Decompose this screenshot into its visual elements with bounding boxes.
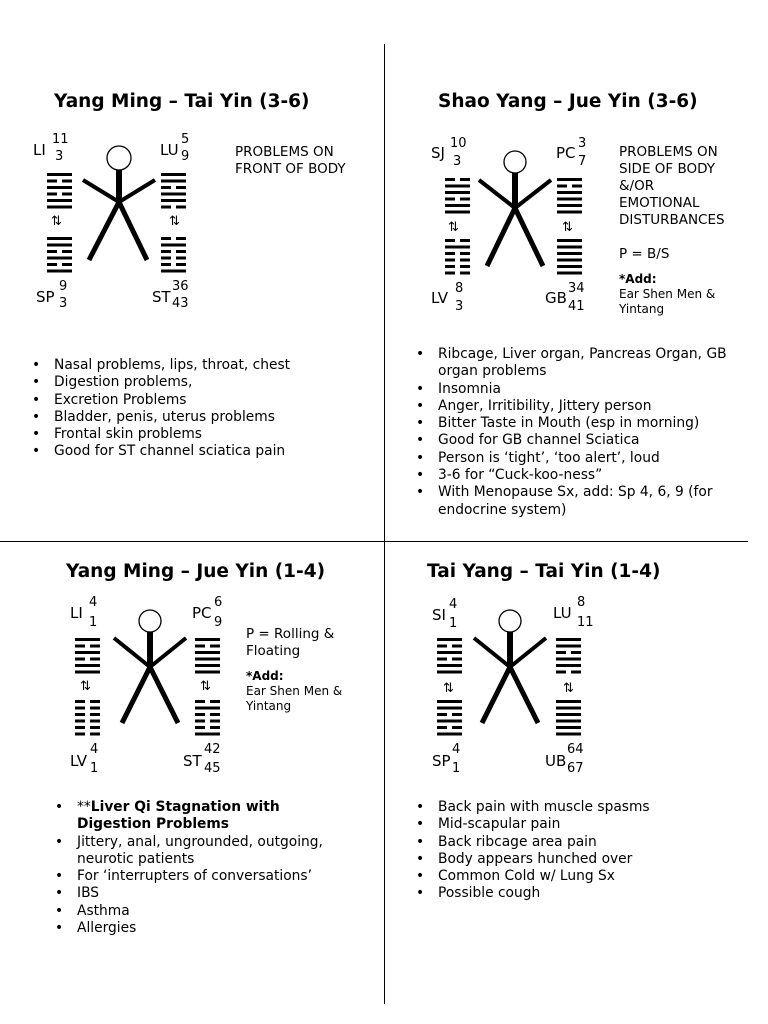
hexagram-line [445,252,455,255]
q3-label-br [183,742,221,776]
svg-text:1: 1 [449,616,458,631]
hexagram-line [176,250,186,253]
list-item: • Body appears hunched over [414,851,650,868]
q3-figure-head [139,610,161,632]
hexagram-line [557,185,567,188]
hexagram-line [195,651,220,654]
hexagram-line [437,638,462,641]
hexagram-line [90,733,100,736]
hexagram-line [460,198,470,201]
svg-text:GB: GB [545,289,567,307]
svg-text:8: 8 [577,595,586,610]
svg-text:64: 64 [567,742,584,757]
svg-text:ST: ST [183,752,202,770]
list-item: • Asthma [53,903,353,920]
svg-text:4: 4 [89,595,98,610]
hexagram-line [437,720,462,723]
list-item: • For ‘interrupters of conversations’ [53,868,353,885]
svg-text:SP: SP [36,288,55,306]
list-item: • 3-6 for “Cuck-koo-ness” [414,467,734,484]
q2-figure-head [504,151,526,173]
hexagram-line [161,263,171,266]
hexagram-line [75,645,85,648]
hexagram-line [161,244,186,247]
svg-text:11: 11 [52,132,69,147]
hexagram-line [90,726,100,729]
hexagram-line [557,265,582,268]
hexagram-line [445,191,470,194]
hexagram-line [437,707,462,710]
svg-text:SJ: SJ [431,144,445,162]
hexagram-line [445,239,455,242]
hexagram-line [452,726,462,729]
svg-text:5: 5 [181,132,190,147]
q1-bullet-list [30,357,290,461]
hexagram-line [210,726,220,729]
q4-title: Tai Yang – Tai Yin (1-4) [427,561,661,582]
hexagram-line [556,700,581,703]
q2-bullet-list [414,346,734,519]
hexagram-line [460,265,470,268]
hexagram-line [460,239,470,242]
hexagram-line [195,700,205,703]
hexagram-line [445,272,455,275]
hexagram-line [176,206,186,209]
q4-bullet-list [414,799,650,903]
q1-hexagram-bl [47,237,72,273]
hexagram-line [445,265,455,268]
svg-text:9: 9 [181,149,190,164]
hexagram-line [557,211,582,214]
svg-text:42: 42 [204,742,221,757]
hexagram-line [47,199,72,202]
hexagram-line [195,658,220,661]
hexagram-line [195,726,205,729]
hexagram-line [437,671,462,674]
list-item: • Good for GB channel Sciatica [414,432,734,449]
hexagram-line [195,664,220,667]
hexagram-line [210,720,220,723]
svg-text:3: 3 [55,149,64,164]
svg-text:LV: LV [70,752,87,770]
svg-text:36: 36 [172,279,189,294]
q4-stick-figure [474,610,546,723]
q3-hexagram-tl [75,638,100,674]
svg-text:PC: PC [556,144,576,162]
hexagram-line [557,272,582,275]
q2-stick-figure [479,151,551,266]
hexagram-line [437,733,462,736]
hexagram-line [176,257,186,260]
hexagram-line [161,250,171,253]
hexagram-line [556,720,581,723]
hexagram-line [556,658,581,661]
svg-text:3: 3 [453,154,462,169]
svg-text:1: 1 [89,615,98,630]
hexagram-line [557,239,582,242]
list-item: • Allergies [53,920,353,937]
q3-arrows-right-icon: ⇅ [200,679,211,694]
hexagram-line [452,658,462,661]
hexagram-line [195,645,205,648]
q4-hexagram-tl [437,638,462,674]
q1-figure-head [107,146,131,170]
svg-text:7: 7 [578,154,587,169]
svg-text:UB: UB [545,752,567,770]
q3-hexagram-tr [195,638,220,674]
hexagram-line [557,204,582,207]
hexagram-line [75,726,85,729]
hexagram-line [75,700,85,703]
q2-hexagram-bl [445,239,470,275]
list-item: • Back ribcage area pain [414,834,650,851]
q1-hexagram-br [161,237,186,273]
svg-text:LV: LV [431,289,448,307]
hexagram-line [62,263,72,266]
svg-text:SI: SI [432,606,446,624]
svg-text:9: 9 [59,279,68,294]
svg-text:10: 10 [450,136,467,151]
q3-stick-figure [114,610,186,723]
q4-label-bl [432,742,460,776]
hexagram-line [47,237,72,240]
hexagram-line [75,713,85,716]
list-item: • Back pain with muscle spasms [414,799,650,816]
hexagram-line [437,713,447,716]
hexagram-line [62,250,72,253]
svg-text:4: 4 [452,742,461,757]
q2-hexagram-tr [557,178,582,214]
hexagram-line [437,658,447,661]
hexagram-line [176,186,186,189]
hexagram-line [556,638,581,641]
hexagram-line [445,185,470,188]
hexagram-line [161,237,171,240]
q4-label-tl [432,597,457,631]
q1-hexagram-tr [161,173,186,209]
svg-text:3: 3 [59,296,68,311]
hexagram-line [75,720,85,723]
q3-label-tl [70,595,97,630]
hexagram-line [195,733,220,736]
hexagram-line [557,252,582,255]
hexagram-line [572,185,582,188]
hexagram-line [176,237,186,240]
list-item: • Nasal problems, lips, throat, chest [30,357,290,374]
hexagram-line [195,720,205,723]
svg-text:1: 1 [452,761,461,776]
q3-note: P = Rolling & Floating *Add: Ear Shen Men & Yintang [246,626,343,713]
svg-text:LI: LI [33,141,46,159]
hexagram-line [210,645,220,648]
svg-text:1: 1 [90,761,99,776]
hexagram-line [557,246,582,249]
list-item: • Excretion Problems [30,392,290,409]
hexagram-line [437,726,447,729]
hexagram-line [437,700,462,703]
q4-hexagram-tr [556,638,581,674]
hexagram-line [452,713,462,716]
hexagram-line [161,206,171,209]
list-item: • Bladder, penis, uterus problems [30,409,290,426]
hexagram-line [557,198,582,201]
list-item: • Mid-scapular pain [414,816,650,833]
q3-title: Yang Ming – Jue Yin (1-4) [66,561,326,582]
svg-text:3: 3 [578,136,587,151]
q3-add-label: *Add: [246,669,284,683]
q3-label-bl [70,742,98,776]
q2-hexagram-tl [445,178,470,214]
hexagram-line [75,671,100,674]
q3-hexagram-br [195,700,220,736]
hexagram-line [556,713,581,716]
svg-text:34: 34 [568,281,585,296]
hexagram-line [90,720,100,723]
q2-label-br [545,281,585,314]
hexagram-line [75,733,85,736]
hexagram-line [47,186,72,189]
hexagram-line [47,257,72,260]
hexagram-line [557,178,582,181]
hexagram-line [460,178,470,181]
q1-label-br [152,279,189,311]
q2-arrows-right-icon: ⇅ [562,220,573,235]
hexagram-line [210,713,220,716]
hexagram-line [556,651,566,654]
hexagram-line [571,671,581,674]
svg-text:9: 9 [214,615,223,630]
hexagram-line [75,664,100,667]
list-item: • IBS [53,885,353,902]
list-item: • Digestion problems, [30,374,290,391]
hexagram-line [195,671,220,674]
hexagram-line [445,178,455,181]
hexagram-line [571,651,581,654]
hexagram-line [445,204,470,207]
hexagram-line [90,700,100,703]
hexagram-line [437,664,462,667]
hexagram-line [556,733,581,736]
hexagram-line [445,246,470,249]
hexagram-line [47,173,72,176]
list-item: • Anger, Irritibility, Jittery person [414,398,734,415]
hexagram-line [445,211,470,214]
q2-add-label: *Add: [619,272,657,286]
hexagram-line [452,645,462,648]
hexagram-line [90,707,100,710]
hexagram-line [556,664,581,667]
hexagram-line [161,257,171,260]
hexagram-line [176,263,186,266]
hexagram-line [195,638,220,641]
list-item: • Common Cold w/ Lung Sx [414,868,650,885]
hexagram-line [90,645,100,648]
svg-text:3: 3 [455,299,464,314]
hexagram-line [195,707,220,710]
q2-label-bl [431,281,463,314]
hexagram-line [47,180,57,183]
hexagram-line [62,193,72,196]
q2-note: PROBLEMS ON SIDE OF BODY &/OR EMOTIONAL DISTURBANCES P = B/S *Add: Ear Shen Men & Yintang [619,144,725,316]
list-item: • Jittery, anal, ungrounded, outgoing, neurotic patients [53,834,353,869]
svg-text:8: 8 [455,281,464,296]
hexagram-line [47,193,57,196]
hexagram-line [437,651,462,654]
q4-arrows-left-icon: ⇅ [443,681,454,696]
q1-arrows-right-icon: ⇅ [169,214,180,229]
list-item: • Possible cough [414,885,650,902]
q3-pulse: P = Rolling & [246,626,335,642]
hexagram-line [437,645,447,648]
list-item: • Person is ‘tight’, ‘too alert’, loud [414,450,734,467]
hexagram-line [47,270,72,273]
hexagram-line [557,191,582,194]
hexagram-line [75,651,100,654]
q1-label-tl [33,132,69,164]
hexagram-line [161,193,186,196]
svg-text:SP: SP [432,752,451,770]
hexagram-line [556,707,581,710]
svg-text:45: 45 [204,761,221,776]
svg-text:LU: LU [553,604,572,622]
q1-label-tr [160,132,189,164]
hexagram-line [161,186,171,189]
hexagram-line [210,700,220,703]
hexagram-line [47,206,72,209]
list-item: • Insomnia [414,381,734,398]
hexagram-line [75,638,100,641]
list-item: • Bitter Taste in Mouth (esp in morning) [414,415,734,432]
hexagram-line [75,658,85,661]
list-item: • Ribcage, Liver organ, Pancreas Organ, GB organ problems [414,346,734,381]
svg-text:11: 11 [577,615,594,630]
list-item: • With Menopause Sx, add: Sp 4, 6, 9 (for endocrine system) [414,484,734,519]
hexagram-line [47,250,57,253]
svg-text:LU: LU [160,141,179,159]
hexagram-line [556,645,581,648]
q2-label-tl [431,136,467,169]
svg-text:4: 4 [90,742,99,757]
q2-hexagram-br [557,239,582,275]
q1-stick-figure [83,146,155,260]
list-item: • Good for ST channel sciatica pain [30,443,290,460]
hexagram-line [62,180,72,183]
svg-text:LI: LI [70,604,83,622]
hexagram-line [90,713,100,716]
list-item: • **Liver Qi Stagnation with Digestion Problems [53,799,353,834]
hexagram-line [556,671,566,674]
q1-label-bl [36,279,67,311]
hexagram-line [75,707,85,710]
hexagram-line [445,259,455,262]
svg-text:PC: PC [192,604,212,622]
q4-figure-head [499,610,521,632]
q4-label-br [545,742,584,776]
q1-arrows-left-icon: ⇅ [51,214,62,229]
hexagram-line [47,263,57,266]
svg-text:6: 6 [214,595,223,610]
svg-text:67: 67 [567,761,584,776]
q1-title: Yang Ming – Tai Yin (3-6) [54,91,310,112]
hexagram-line [460,252,470,255]
hexagram-line [460,272,470,275]
q2-arrows-left-icon: ⇅ [448,220,459,235]
horizontal-divider [0,541,748,542]
q2-pulse: P = B/S [619,246,670,262]
q4-hexagram-br [556,700,581,736]
hexagram-line [460,259,470,262]
hexagram-line [556,726,581,729]
hexagram-line [90,658,100,661]
svg-text:41: 41 [568,299,585,314]
q4-hexagram-bl [437,700,462,736]
q3-bullet-list [53,799,353,937]
svg-text:43: 43 [172,296,189,311]
hexagram-line [161,199,186,202]
q2-title: Shao Yang – Jue Yin (3-6) [438,91,698,112]
q2-label-tr [556,136,586,169]
q3-label-tr [192,595,222,630]
vertical-divider [384,44,385,1004]
q1-note: PROBLEMS ON FRONT OF BODY [235,144,346,177]
q3-arrows-left-icon: ⇅ [80,679,91,694]
q1-hexagram-tl [47,173,72,209]
hexagram-line [47,244,72,247]
hexagram-line [445,198,455,201]
hexagram-line [161,180,186,183]
list-item: • Frontal skin problems [30,426,290,443]
svg-text:ST: ST [152,288,171,306]
hexagram-line [557,259,582,262]
hexagram-line [161,173,186,176]
q4-label-tr [553,595,594,630]
hexagram-line [161,270,186,273]
hexagram-line [195,713,205,716]
q3-hexagram-bl [75,700,100,736]
q4-arrows-right-icon: ⇅ [563,681,574,696]
svg-text:4: 4 [449,597,458,612]
